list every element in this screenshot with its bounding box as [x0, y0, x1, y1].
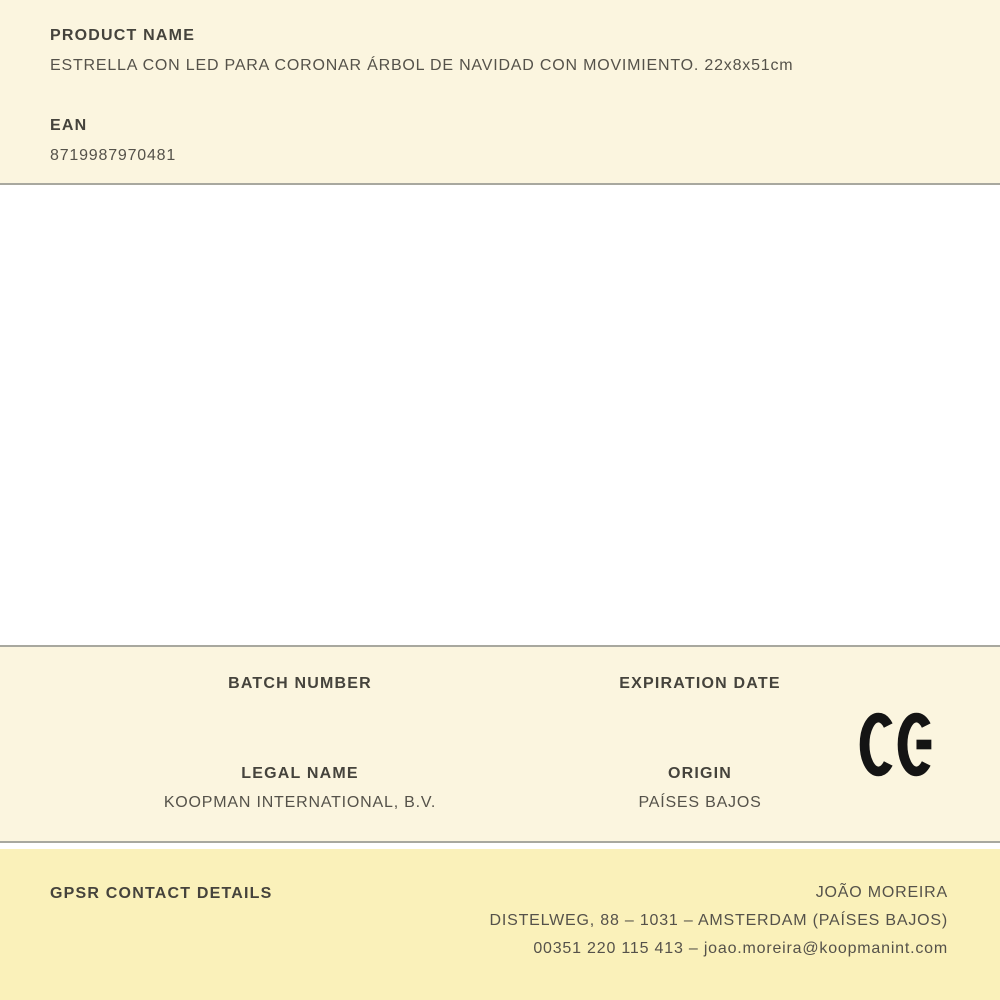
- origin-label: ORIGIN: [667, 765, 733, 782]
- contact-person-name: JOÃO MOREIRA: [815, 884, 948, 901]
- origin-value: PAÍSES BAJOS: [638, 794, 762, 811]
- gpsr-contact-details-label: GPSR CONTACT DETAILS: [50, 885, 273, 902]
- product-name-label: PRODUCT NAME: [50, 27, 196, 44]
- ean-label: EAN: [50, 117, 88, 134]
- ean-value: 8719987970481: [50, 147, 177, 164]
- legal-name-label: LEGAL NAME: [241, 765, 359, 782]
- legal-name-value: KOOPMAN INTERNATIONAL, B.V.: [163, 794, 437, 811]
- compliance-section: [0, 645, 1000, 843]
- contact-phone-email: 00351 220 115 413 – joao.moreira@koopmanint.com: [533, 940, 948, 957]
- product-image-area: [0, 187, 1000, 645]
- expiration-date-label: EXPIRATION DATE: [619, 675, 781, 692]
- batch-number-label: BATCH NUMBER: [228, 675, 372, 692]
- contact-address: DISTELWEG, 88 – 1031 – AMSTERDAM (PAÍSES BAJOS): [489, 912, 948, 929]
- ce-mark-icon: [859, 712, 937, 777]
- product-name-value: ESTRELLA CON LED PARA CORONAR ÁRBOL DE NAVIDAD CON MOVIMIENTO. 22x8x51cm: [50, 57, 794, 74]
